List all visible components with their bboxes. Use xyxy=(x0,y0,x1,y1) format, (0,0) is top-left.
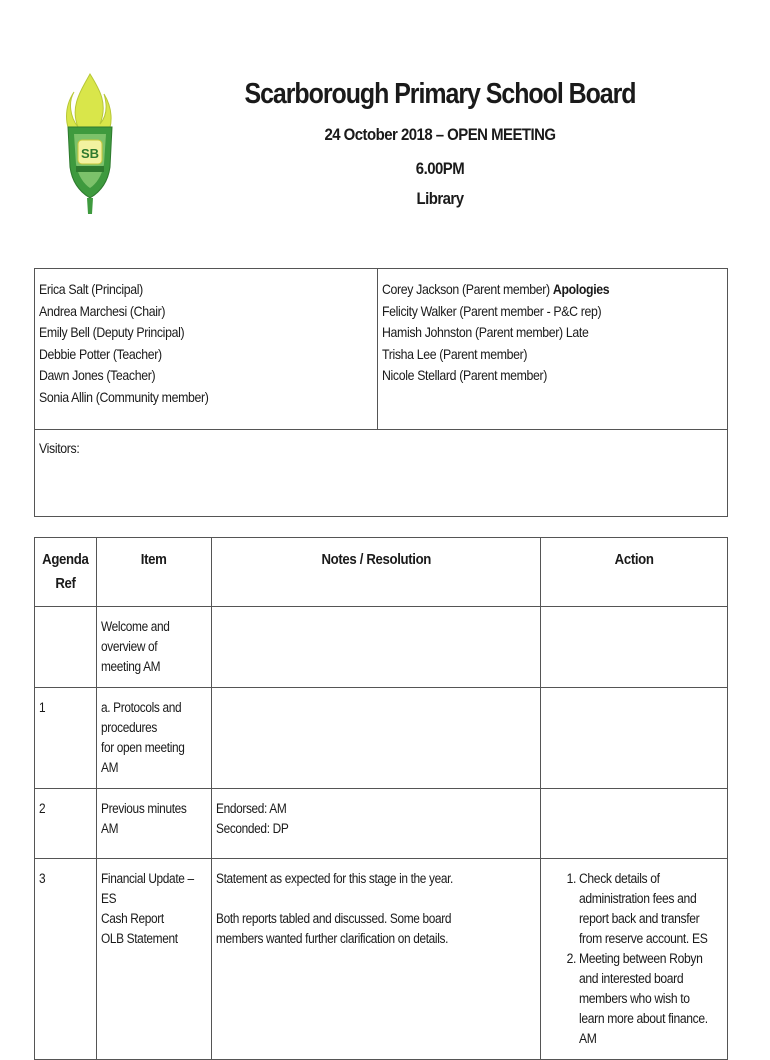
notes-cell xyxy=(212,607,541,688)
action-item: 1. Check details of administration fees and report back and transfer from reserve account. ES xyxy=(579,869,708,949)
attendance-table xyxy=(34,268,728,517)
page-title: Scarborough Primary School Board xyxy=(244,78,636,110)
ref-cell xyxy=(35,607,97,688)
col-notes: Notes / Resolution xyxy=(212,538,541,607)
table-row xyxy=(35,607,728,688)
agenda-table xyxy=(34,537,728,1060)
visitors-label: Visitors: xyxy=(39,440,80,456)
school-logo xyxy=(60,72,120,222)
action-cell xyxy=(541,789,728,859)
col-action: Action xyxy=(541,538,728,607)
meeting-time: 6.00PM xyxy=(415,159,465,178)
attendee: Erica Salt (Principal) xyxy=(39,281,143,297)
ref-cell: 3 xyxy=(35,859,97,1060)
other-members-list xyxy=(378,269,727,429)
item-cell: a. Protocols and procedures for open meeting AM xyxy=(96,688,212,789)
action-item: 2. Meeting between Robyn and interested board members who wish to learn more about finance. AM xyxy=(579,949,708,1049)
item-cell: Previous minutes AM xyxy=(96,789,212,859)
attendee: Debbie Potter (Teacher) xyxy=(39,345,162,362)
agenda-header-row xyxy=(35,538,728,607)
notes-cell: Endorsed: AM Seconded: DP xyxy=(212,789,541,859)
attendee: Emily Bell (Deputy Principal) xyxy=(39,324,185,340)
attendee: Dawn Jones (Teacher) xyxy=(39,367,156,383)
ref-cell: 2 xyxy=(35,789,97,859)
document-header xyxy=(200,78,680,209)
meeting-location: Library xyxy=(416,189,464,208)
col-agenda-ref: Agenda Ref xyxy=(35,538,97,607)
attendee: Sonia Allin (Community member) xyxy=(39,388,209,405)
present-list xyxy=(35,269,378,429)
apologies-label: Apologies xyxy=(552,281,610,297)
action-cell xyxy=(541,607,728,688)
table-row xyxy=(35,859,728,1060)
item-cell: Welcome and overview of meeting AM xyxy=(96,607,212,688)
table-row xyxy=(35,688,728,789)
member: Corey Jackson (Parent member) Apologies xyxy=(382,281,610,297)
action-cell xyxy=(541,688,728,789)
action-list xyxy=(545,869,723,1049)
item-cell: Financial Update – ES Cash Report OLB Statement xyxy=(96,859,212,1060)
action-cell xyxy=(541,859,728,1060)
ref-cell: 1 xyxy=(35,688,97,789)
notes-cell: Statement as expected for this stage in the year. Both reports tabled and discussed. Some board members wanted further clarification on details. xyxy=(212,859,541,1060)
member: Felicity Walker (Parent member - P&C rep) xyxy=(382,302,602,319)
member: Nicole Stellard (Parent member) xyxy=(382,367,548,383)
meeting-date: 24 October 2018 – OPEN MEETING xyxy=(324,125,556,144)
table-row xyxy=(35,789,728,859)
logo-text: SB xyxy=(80,146,100,161)
attendee: Andrea Marchesi (Chair) xyxy=(39,302,166,319)
member: Trisha Lee (Parent member) xyxy=(382,345,528,362)
member: Hamish Johnston (Parent member) Late xyxy=(382,324,589,340)
col-item: Item xyxy=(96,538,212,607)
visitors-field xyxy=(35,430,727,516)
notes-cell xyxy=(212,688,541,789)
